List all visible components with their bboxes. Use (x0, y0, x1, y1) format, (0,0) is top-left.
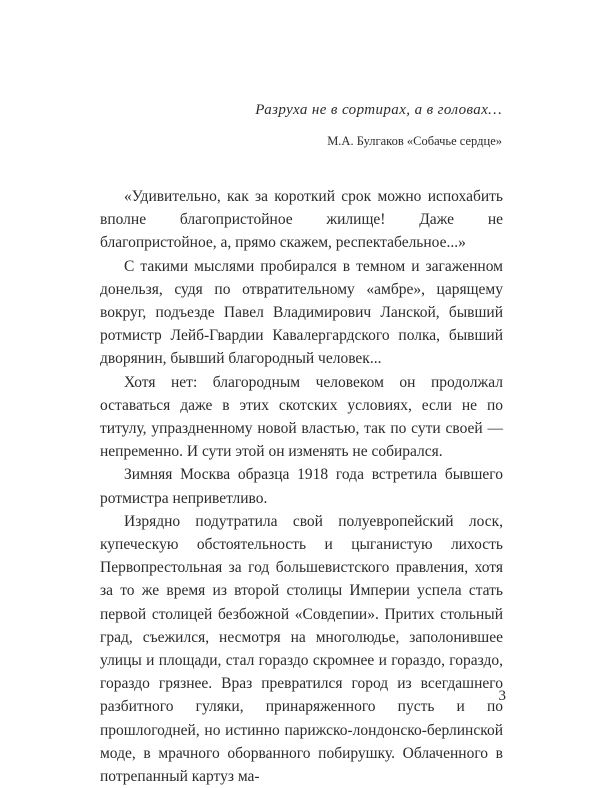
epigraph (100, 100, 502, 149)
paragraph: «Удивительно, как за короткий срок можно испохабить вполне благопристойное жилище! Даже не благопристойное, а, прямо скажем, респектабельное...» (100, 188, 503, 252)
page-number: 3 (498, 688, 506, 704)
paragraph: Зимняя Москва образца 1918 года встретила бывшего ротмистра неприветливо. (100, 466, 503, 507)
paragraph: Изрядно подутратила свой полуевропейский лоск, купеческую обстоятельность и цыганистую лихость Первопрестольная за год большевистского правления, хотя за то же время из второй столицы Империи успела стать первой столицей безбожной «Совдепии». Притих стольный град, съежился, несмотря на многолюдье, заполонившее улицы и площади, стал гораздо скромнее и гораздо, гораздо, гораздо грязнее. Враз превратился город из всегдашнего разбитного гуляки, принаряженного пусть и по прошлогодней, но истинно парижско-лондонско-берлинской моде, в мрачного оборванного побирушку. Облаченного в потрепанный картуз ма- (100, 512, 503, 786)
paragraph: С такими мыслями пробирался в темном и загаженном донельзя, судя по отвратительному «амбре», царящему вокруг, подъезде Павел Владимирович Ланской, бывший ротмистр Лейб-Гвардии Кавалергардского полка, бывший дворянин, бывший благородный человек... (100, 257, 503, 368)
epigraph-attribution: М.А. Булгаков «Собачье сердце» (327, 134, 502, 148)
body-text (100, 185, 503, 788)
paragraph: Хотя нет: благородным человеком он продолжал оставаться даже в этих скотских условиях, если не по титулу, упраздненному новой властью, так по сути своей — непременно. И сути этой он изменять не собирался. (100, 373, 503, 461)
epigraph-quote: Разруха не в сортирах, а в головах… (255, 102, 502, 118)
